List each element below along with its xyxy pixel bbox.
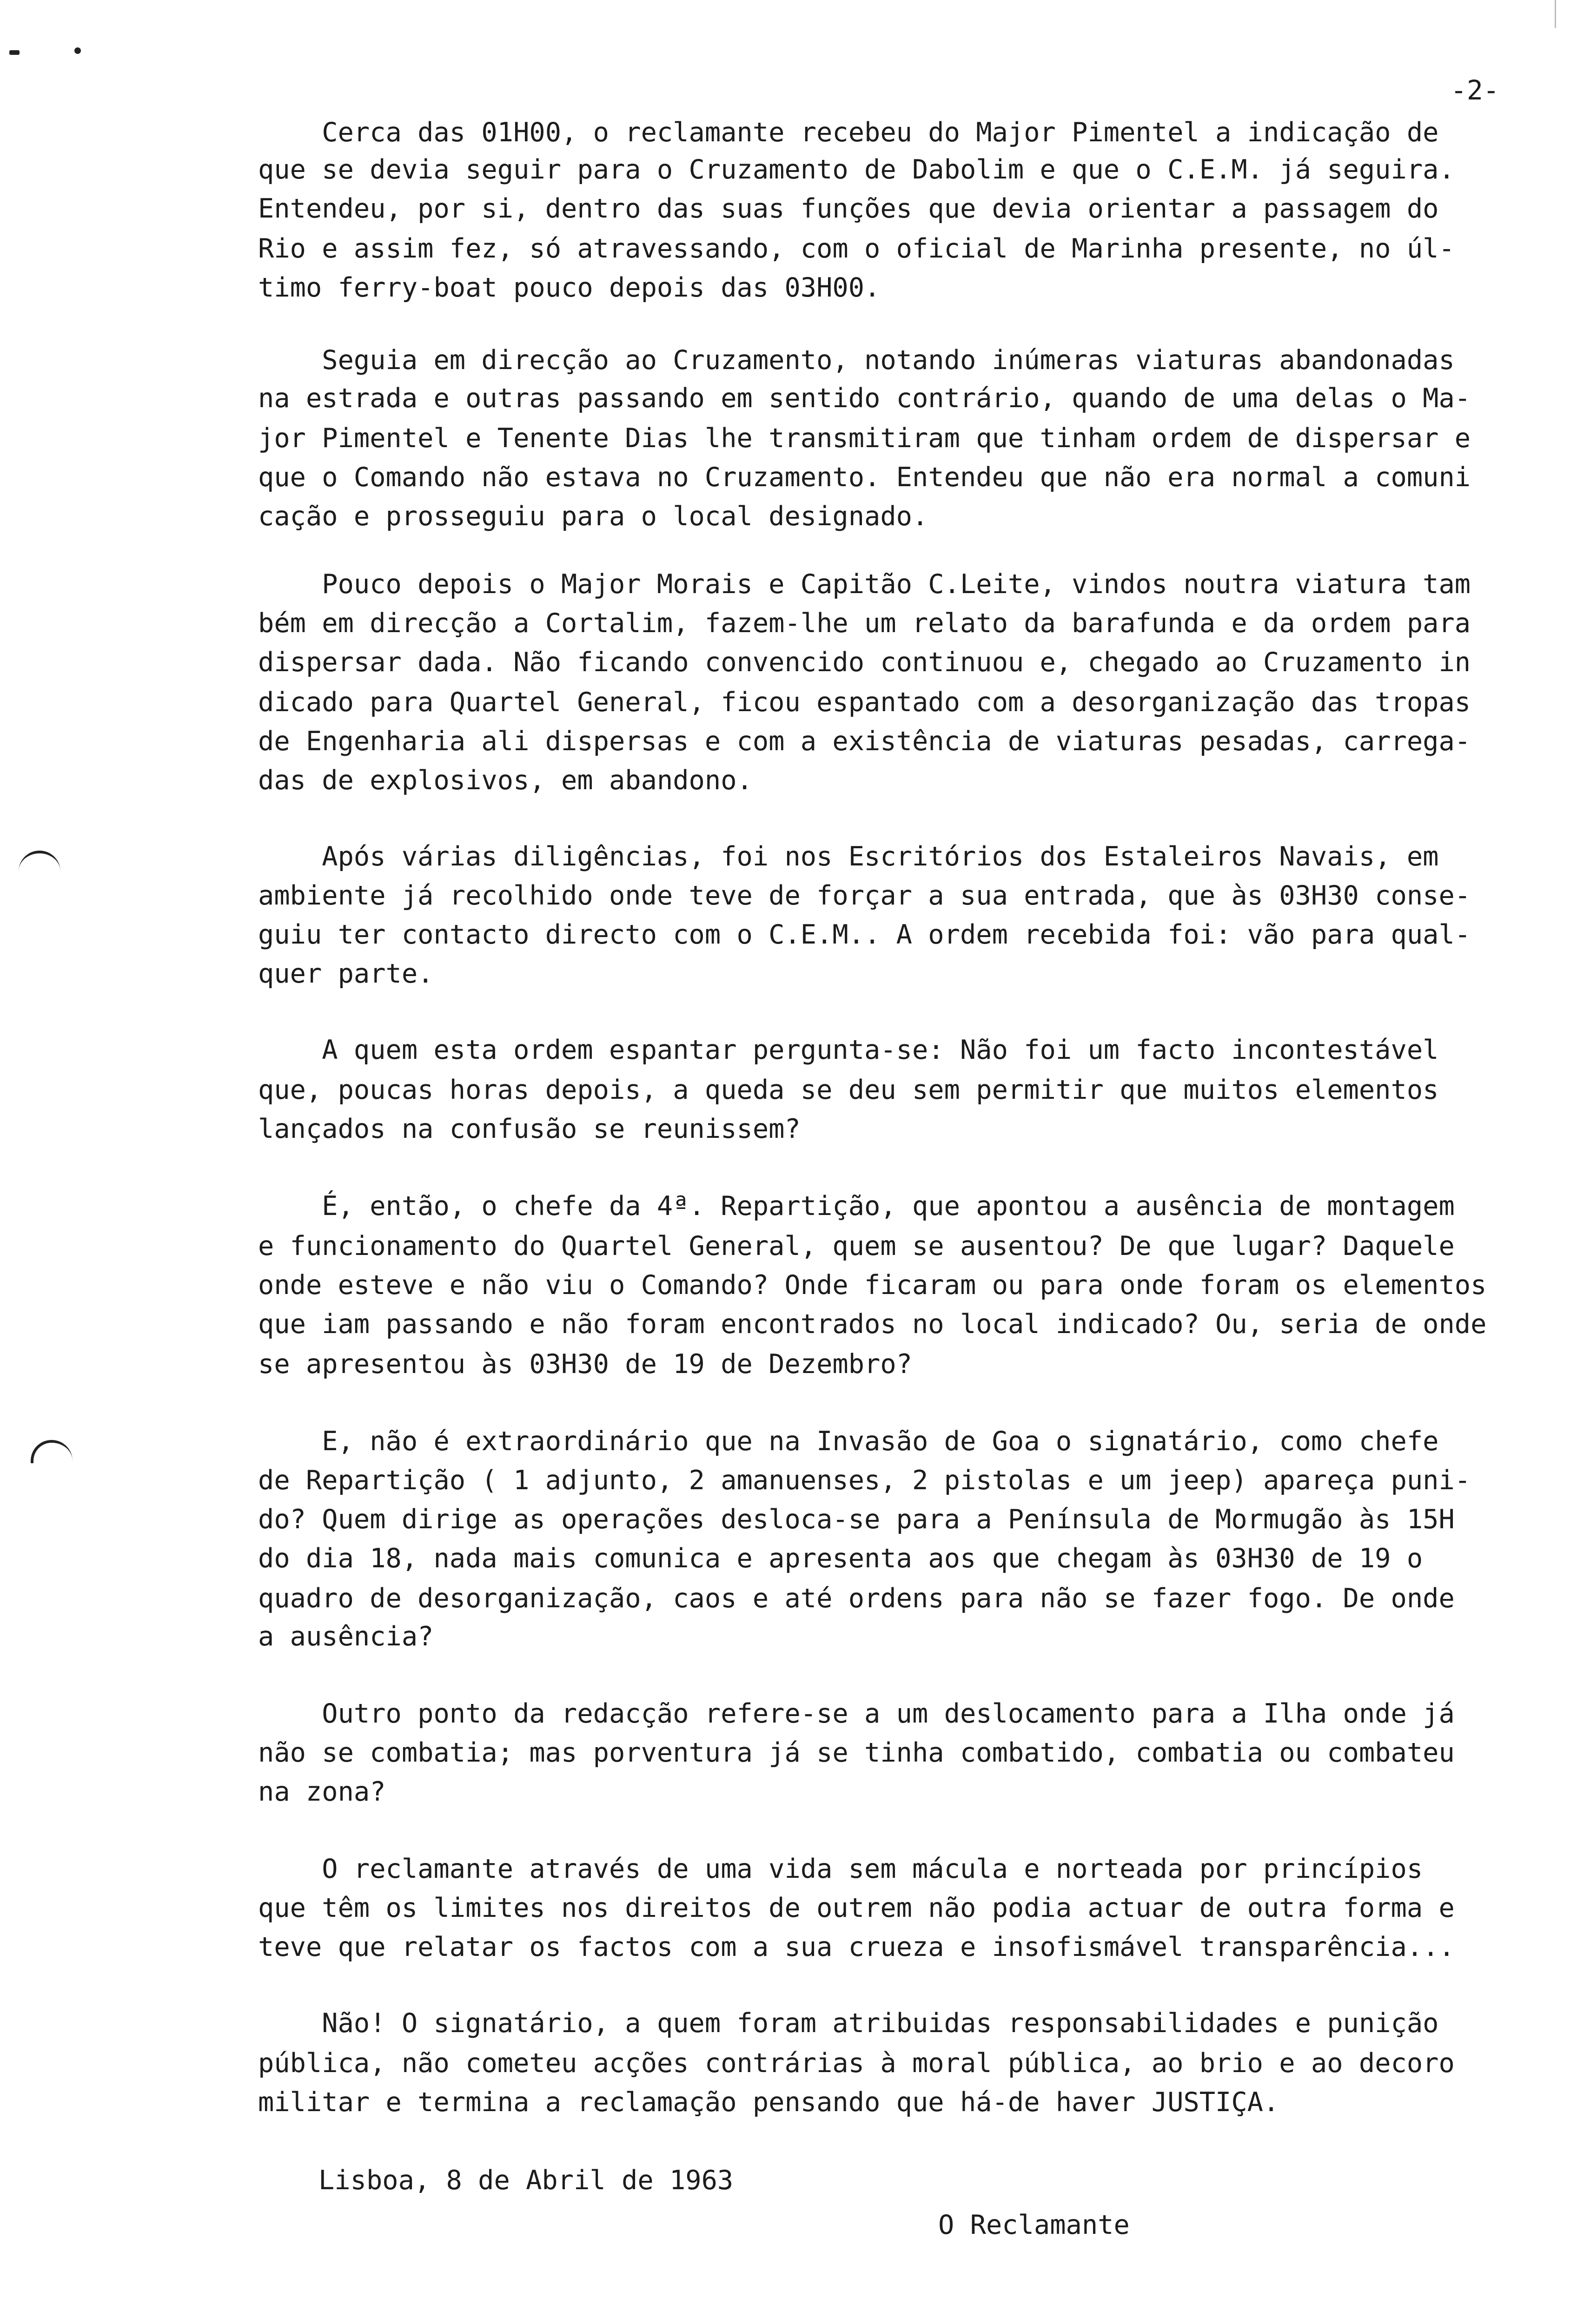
text-line: militar e termina a reclamação pensando que há-de haver JUSTIÇA. [258,2087,1279,2118]
page-number: -2- [1451,74,1499,106]
text-line: do? Quem dirige as operações desloca-se para a Península de Mormugão às 15H [258,1504,1455,1535]
text-line: cação e prosseguiu para o local designado. [258,501,928,532]
text-line: que se devia seguir para o Cruzamento de Dabolim e que o C.E.M. já seguira. [258,154,1455,185]
text-line: de Engenharia ali dispersas e com a existência de viaturas pesadas, carrega- [258,726,1471,757]
text-line: teve que relatar os factos com a sua crueza e insofismável transparência... [258,1932,1455,1962]
text-line: guiu ter contacto directo com o C.E.M.. A ordem recebida foi: vão para qual- [258,919,1471,950]
text-line: bém em direcção a Cortalim, fazem-lhe um relato da barafunda e da ordem para [258,608,1471,639]
text-line: E, não é extraordinário que na Invasão de Goa o signatário, como chefe [258,1426,1439,1457]
text-line: Não! O signatário, a quem foram atribuidas responsabilidades e punição [258,2008,1439,2039]
text-line: Cerca das 01H00, o reclamante recebeu do Major Pimentel a indicação de [258,117,1439,148]
text-line: e funcionamento do Quartel General, quem se ausentou? De que lugar? Daquele [258,1231,1455,1261]
text-line: lançados na confusão se reunissem? [258,1114,801,1144]
text-line: timo ferry-boat pouco depois das 03H00. [258,272,881,303]
text-line: das de explosivos, em abandono. [258,765,753,796]
text-line: dispersar dada. Não ficando convencido continuou e, chegado ao Cruzamento in [258,647,1471,678]
text-line: na estrada e outras passando em sentido contrário, quando de uma delas o Ma- [258,383,1471,414]
text-line: Rio e assim fez, só atravessando, com o oficial de Marinha presente, no úl- [258,233,1455,264]
text-line: É, então, o chefe da 4ª. Repartição, que apontou a ausência de montagem [258,1191,1455,1221]
text-line: quadro de desorganização, caos e até ordens para não se fazer fogo. De onde [258,1583,1455,1614]
text-line: quer parte. [258,958,434,989]
text-line: ambiente já recolhido onde teve de forçar a sua entrada, que às 03H30 conse- [258,880,1471,911]
text-line: a ausência? [258,1621,434,1652]
text-line: Outro ponto da redacção refere-se a um deslocamento para a Ilha onde já [258,1698,1455,1729]
text-line: pública, não cometeu acções contrárias à moral pública, ao brio e ao decoro [258,2048,1455,2079]
text-line: do dia 18, nada mais comunica e apresenta aos que chegam às 03H30 de 19 o [258,1543,1423,1574]
text-line: que iam passando e não foram encontrados no local indicado? Ou, seria de onde [258,1309,1487,1340]
text-line: Entendeu, por si, dentro das suas funções que devia orientar a passagem do [258,193,1439,224]
text-line: Pouco depois o Major Morais e Capitão C.Leite, vindos noutra viatura tam [258,569,1471,600]
text-line: que têm os limites nos direitos de outrem não podia actuar de outra forma e [258,1893,1455,1923]
signature-label: O Reclamante [938,2210,1130,2240]
text-line: que, poucas horas depois, a queda se deu sem permitir que muitos elementos [258,1075,1439,1105]
text-line: na zona? [258,1776,386,1807]
text-line: A quem esta ordem espantar pergunta-se: Não foi um facto incontestável [258,1035,1439,1065]
text-line: jor Pimentel e Tenente Dias lhe transmitiram que tinham ordem de dispersar e [258,423,1471,454]
text-line: que o Comando não estava no Cruzamento. Entendeu que não era normal a comuni [258,462,1471,493]
text-line: se apresentou às 03H30 de 19 de Dezembro? [258,1349,912,1380]
text-line: O reclamante através de uma vida sem mácula e norteada por princípios [258,1854,1423,1884]
text-line: onde esteve e não viu o Comando? Onde ficaram ou para onde foram os elementos [258,1270,1487,1301]
text-line: Seguia em direcção ao Cruzamento, notando inúmeras viaturas abandonadas [258,345,1455,376]
text-line: de Repartição ( 1 adjunto, 2 amanuenses, 2 pistolas e um jeep) apareça puni- [258,1465,1471,1496]
text-line: Após várias diligências, foi nos Escritórios dos Estaleiros Navais, em [258,841,1439,872]
text-line: dicado para Quartel General, ficou espantado com a desorganização das tropas [258,687,1471,718]
place-date: Lisboa, 8 de Abril de 1963 [318,2165,734,2196]
text-line: não se combatia; mas porventura já se tinha combatido, combatia ou combateu [258,1737,1455,1768]
